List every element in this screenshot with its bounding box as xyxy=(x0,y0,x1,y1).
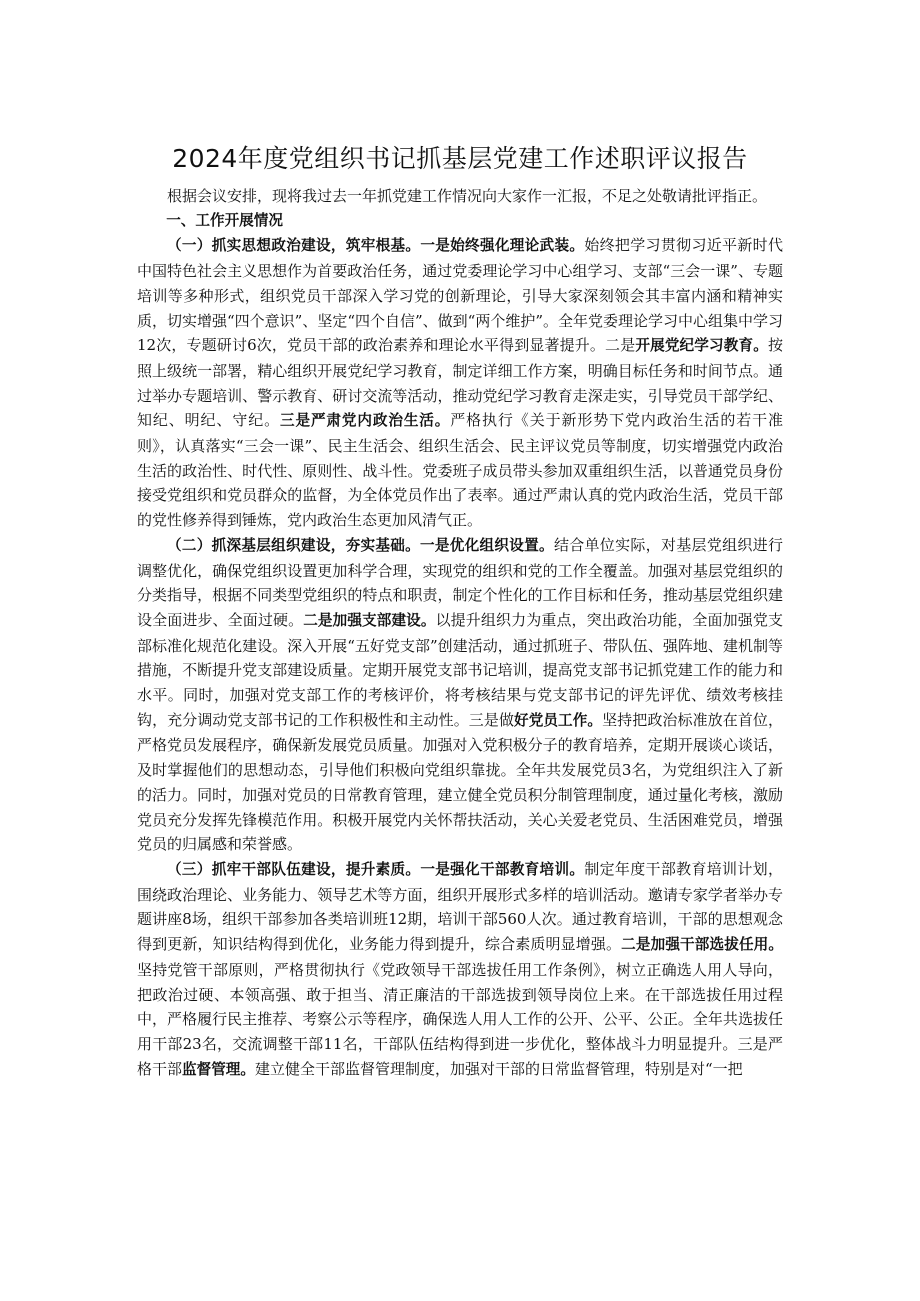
intro-paragraph: 根据会议安排，现将我过去一年抓党建工作情况向大家作一汇报，不足之处敬请批评指正。 xyxy=(167,187,768,205)
bold-point: 开展党纪学习教育。 xyxy=(635,337,768,355)
paragraph-cadre-building xyxy=(137,857,783,1082)
paragraph-text: 按照上级统一部署，精心组织开展党纪学习教育，制定详细工作方案，明确目标任务和时间节点。通过举办专题培训、警示教育、研讨交流等活动，推动党纪学习教育走深走实，引导党员干部学纪、知纪、明纪、守纪。 xyxy=(137,336,783,430)
paragraph-text: 严格执行《关于新形势下党内政治生活的若干准则》，认真落实“三会一课”、民主生活会、组织生活会、民主评议党员等制度，切实增强党内政治生活的政治性、时代性、原则性、战斗性。党委班子成员带头参加双重组织生活，以普通党员身份接受党组织和党员群众的监督，为全体党员作出了表率。通过严肃认真的党内政治生活，党员干部的党性修养得到锤炼，党内政治生态更加风清气正。 xyxy=(137,411,783,530)
bold-point: 好党员工作。 xyxy=(514,711,603,729)
paragraph-text: 结合单位实际，对基层党组织进行调整优化，确保党组织设置更加科学合理，实现党的组织和党的工作全覆盖。加强对基层党组织的分类指导，根据不同类型党组织的特点和职责，制定个性化的工作目标和任务，推动基层党组织建设全面进步、全面过硬。 xyxy=(137,535,783,629)
paragraph-text: 制定年度干部教育培训计划，围绕政治理论、业务能力、领导艺术等方面，组织开展形式多样的培训活动。邀请专家学者举办专题讲座8场，组织干部参加各类培训班12期，培训干部560人次。通过教育培训，干部的思想观念得到更新，知识结构得到优化，业务能力得到提升，综合素质明显增强。 xyxy=(137,859,783,954)
bold-point: 一是强化干部教育培训。 xyxy=(420,860,585,878)
document-body xyxy=(137,184,783,1082)
paragraph-organization-building xyxy=(137,533,783,857)
paragraph-text: 以提升组织力为重点，突出政治功能，全面加强党支部标准化规范化建设。深入开展“五好党支部”创建活动，通过抓班子、带队伍、强阵地、建机制等措施，不断提升党支部建设质量。定期开展党支部书记培训，提高党支部书记抓党建工作的能力和水平。同时，加强对党支部工作的考核评价，将考核结果与党支部书记的评先评优、绩效考核挂钩，充分调动党支部书记的工作积极性和主动性。三是做 xyxy=(137,610,783,729)
bold-point: 一是优化组织设置。 xyxy=(420,536,554,554)
section-heading-work: 一、工作开展情况 xyxy=(166,211,283,229)
bold-point: 三是严肃党内政治生活。 xyxy=(279,412,451,430)
bold-point: 监督管理。 xyxy=(182,1060,255,1078)
subsection-heading: （三）抓牢干部队伍建设，提升素质。 xyxy=(167,860,421,878)
subsection-heading: （二）抓深基层组织建设，夯实基础。 xyxy=(167,536,420,554)
paragraph-text: 建立健全干部监督管理制度，加强对干部的日常监督管理，特别是对“一把 xyxy=(255,1059,743,1078)
paragraph-text: 始终把学习贯彻习近平新时代中国特色社会主义思想作为首要政治任务，通过党委理论学习中心组学习、支部“三会一课”、专题培训等多种形式，组织党员干部深入学习党的创新理论，引导大家深刻领会其丰富内涵和精神实质，切实增强“四个意识”、坚定“四个自信”、做到“两个维护”。全年党委理论学习中心组集中学习12次，专题研讨6次，党员干部的政治素养和理论水平得到显著提升。二是 xyxy=(137,236,784,355)
bold-point: 二是加强支部建设。 xyxy=(303,611,436,629)
subsection-heading: （一）抓实思想政治建设，筑牢根基。 xyxy=(167,237,421,255)
paragraph-text: 坚持把政治标准放在首位，严格党员发展程序，确保新发展党员质量。加强对入党积极分子的教育培养，定期开展谈心谈话，及时掌握他们的思想动态，引导他们积极向党组织靠拢。全年共发展党员3名，为党组织注入了新的活力。同时，加强对党员的日常教育管理，建立健全党员积分制管理制度，通过量化考核，激励党员充分发挥先锋模范作用。积极开展党内关怀帮扶活动，关心关爱老党员、生活困难党员，增强党员的归属感和荣誉感。 xyxy=(137,710,783,854)
paragraph-ideological-building xyxy=(137,233,783,532)
document-title: 2024年度党组织书记抓基层党建工作述职评议报告 xyxy=(172,144,748,173)
bold-point: 一是始终强化理论武装。 xyxy=(420,237,585,255)
bold-point: 二是加强干部选拔任用。 xyxy=(621,936,783,954)
paragraph-text: 坚持党管干部原则，严格贯彻执行《党政领导干部选拔任用工作条例》，树立正确选人用人导向，把政治过硬、本领高强、敢于担当、清正廉洁的干部选拔到领导岗位上来。在干部选拔任用过程中，严格履行民主推荐、考察公示等程序，确保选人用人工作的公开、公平、公正。全年共选拔任用干部23名，交流调整干部11名，干部队伍结构得到进一步优化，整体战斗力明显提升。三是严格干部 xyxy=(137,960,783,1078)
